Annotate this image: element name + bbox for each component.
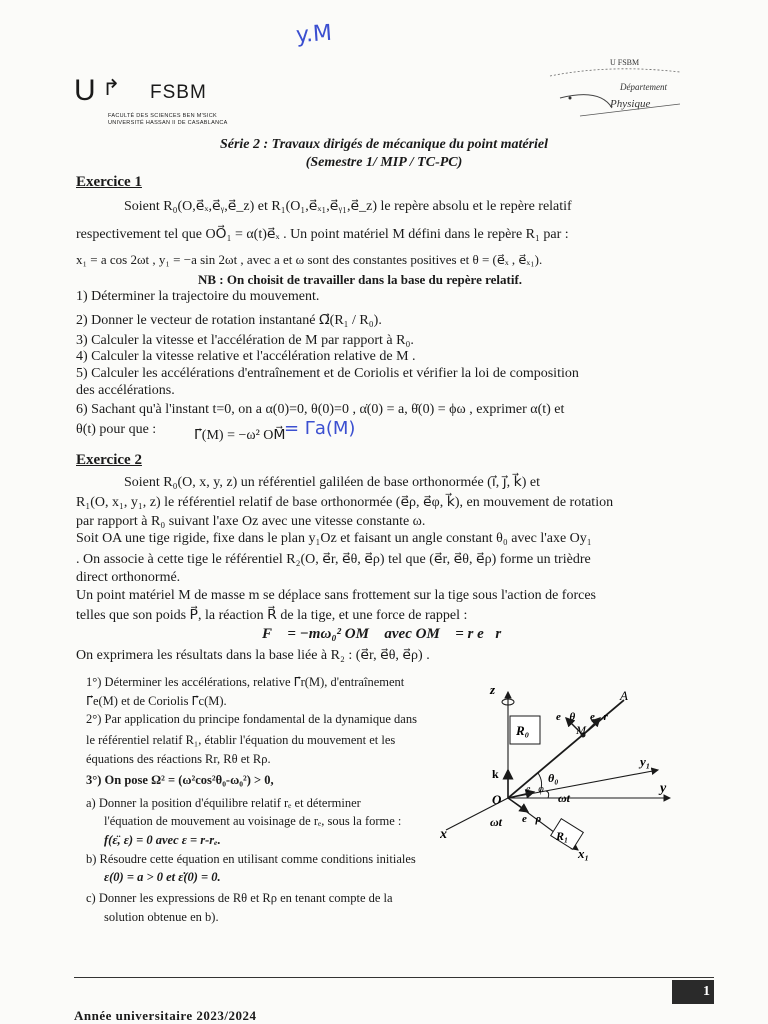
ex2-question-b1: b) Résoudre cette équation en utilisant comme conditions initiales bbox=[86, 852, 416, 866]
ex2-question-c1: c) Donner les expressions de Rθ et Rρ en tenant compte de la bbox=[86, 891, 393, 905]
ex2-line-6: direct orthonormé. bbox=[76, 570, 181, 585]
stamp-strokes bbox=[540, 58, 690, 128]
ex2-line-9: On exprimera les résultats dans la base liée à R₂ : (e⃗r, e⃗θ, e⃗ρ) . bbox=[76, 648, 430, 663]
ex2-line-4: Soit OA une tige rigide, fixe dans le plan y₁Oz et faisant un angle constant θ₀ avec l'axe Oy₁ bbox=[76, 531, 592, 546]
label-M: M bbox=[576, 723, 586, 737]
ex2-question-a3: f(ε̈, ε) = 0 avec ε = r-rₑ. bbox=[104, 833, 221, 847]
logo-fsbm: FSBM bbox=[150, 82, 207, 103]
ex2-question-b2: ε(0) = a > 0 et ε̇(0) = 0. bbox=[104, 870, 221, 884]
handwritten-initials: y.M bbox=[295, 20, 333, 49]
label-A: A bbox=[620, 688, 628, 703]
ex1-question-6-equation: Γ⃗(M) = −ω² OM⃗ bbox=[194, 428, 286, 443]
footer-rule bbox=[74, 977, 714, 978]
label-x1: x₁ bbox=[578, 846, 590, 861]
label-O: O bbox=[492, 792, 502, 807]
page-number: 1 bbox=[672, 980, 714, 1004]
ex2-line-1: Soient R₀(O, x, y, z) un référentiel galiléen de base orthonormée (ı⃗, ȷ⃗, k⃗) et bbox=[124, 475, 540, 490]
ex2-line-7: Un point matériel M de masse m se déplace sans frottement sur la tige sous l'action de forces bbox=[76, 588, 596, 603]
ex2-question-3: 3°) On pose Ω² = (ω²cos²θ₀-ω₀²) > 0, bbox=[86, 773, 274, 787]
series-subtitle: (Semestre 1/ MIP / TC-PC) bbox=[305, 155, 463, 170]
ex1-nb-note: NB : On choisit de travailler dans la base du repère relatif. bbox=[198, 272, 523, 287]
label-theta0: θ₀ bbox=[548, 771, 559, 785]
ex2-line-8: telles que son poids P⃗, la réaction R⃗ de la tige, et une force de rappel : bbox=[76, 608, 468, 623]
ex2-line-2: R₁(O, x₁, y₁, z) le référentiel relatif de base orthonormée (e⃗ρ, e⃗φ, k⃗), en mouvement de rotation bbox=[76, 495, 614, 510]
label-ephi: e⃗φ bbox=[526, 784, 544, 795]
label-y: y bbox=[660, 781, 667, 796]
ex2-question-1a: 1°) Déterminer les accélérations, relative Γ⃗r(M), d'entraînement bbox=[86, 675, 405, 689]
label-R0: R₀ bbox=[516, 723, 530, 738]
logo-u: U bbox=[74, 74, 98, 107]
logo-arrow-icon: ↱ bbox=[102, 76, 121, 101]
logo-subtitle-2: UNIVERSITÉ HASSAN II DE CASABLANCA bbox=[108, 120, 228, 126]
ex2-line-5: . On associe à cette tige le référentiel R₂(O, e⃗r, e⃗θ, e⃗ρ) tel que (e⃗r, e⃗θ, e⃗ρ) forme un trièdre bbox=[76, 552, 591, 567]
label-er: e⃗r bbox=[590, 711, 608, 723]
ex1-question-5a: 5) Calculer les accélérations d'entraînement et de Coriolis et vérifier la loi de composition bbox=[76, 366, 579, 381]
rotation-diagram bbox=[440, 680, 700, 870]
label-wt-1: ωt bbox=[558, 791, 571, 805]
ex2-force-equation: F⃗ = −mω₀² OM⃗ avec OM⃗ = r e⃗r bbox=[262, 626, 502, 642]
handwritten-note: = Γa(M) bbox=[284, 418, 356, 439]
ex1-paragraph-line2: respectivement tel que OO⃗₁ = α(t)e⃗ₓ . Un point matériel M défini dans le repère R₁ par : bbox=[76, 227, 569, 242]
ex2-question-2b: le référentiel relatif R₁, établir l'équation du mouvement et les bbox=[86, 733, 396, 747]
ex1-paragraph-line1: Soient R₀(O,e⃗ₓ,e⃗ᵧ,e⃗_z) et R₁(O₁,e⃗ₓ₁,e⃗ᵧ₁,e⃗_z) le repère absolu et le repère relatif bbox=[124, 199, 572, 214]
label-erho: e⃗ρ bbox=[522, 813, 542, 825]
ex2-question-2c: équations des réactions Rr, Rθ et Rρ. bbox=[86, 752, 271, 766]
ex1-question-1: 1) Déterminer la trajectoire du mouvement. bbox=[76, 289, 320, 304]
ex1-question-2: 2) Donner le vecteur de rotation instantané Ω⃗(R₁ / R₀). bbox=[76, 313, 382, 328]
series-title: Série 2 : Travaux dirigés de mécanique du point matériel bbox=[219, 137, 549, 152]
ex1-paragraph-line3: x₁ = a cos 2ωt , y₁ = −a sin 2ωt , avec a et ω sont des constantes positives et θ = (e⃗ₓ , e⃗ₓ₁). bbox=[76, 252, 543, 267]
stamp-top: U FSBM bbox=[610, 58, 640, 67]
logo-subtitle-1: FACULTÉ DES SCIENCES BEN M'SICK bbox=[108, 113, 217, 119]
exercise-1-heading: Exercice 1 bbox=[76, 174, 142, 190]
stamp-physique: Physique bbox=[610, 98, 651, 110]
exercise-2-heading: Exercice 2 bbox=[76, 452, 142, 468]
label-y1: y₁ bbox=[640, 754, 651, 769]
department-stamp bbox=[540, 58, 690, 128]
label-x: x bbox=[440, 827, 447, 842]
ex2-question-2a: 2°) Par application du principe fondamental de la dynamique dans bbox=[86, 712, 417, 726]
label-etheta: e⃗θ bbox=[556, 711, 576, 723]
ex2-question-1b: Γ⃗e(M) et de Coriolis Γ⃗c(M). bbox=[86, 694, 227, 708]
ex2-line-3: par rapport à R₀ suivant l'axe Oz avec une vitesse constante ω. bbox=[76, 514, 426, 529]
ex1-question-3: 3) Calculer la vitesse et l'accélération de M par rapport à R₀. bbox=[76, 333, 414, 348]
stamp-dept: Département bbox=[620, 82, 667, 92]
ex1-question-6a: 6) Sachant qu'à l'instant t=0, on a α(0)=0, θ(0)=0 , α̇(0) = a, θ̇(0) = ϕω , exprimer α(t) et bbox=[76, 402, 565, 417]
ex1-question-5b: des accélérations. bbox=[76, 383, 175, 398]
label-k: k⃗ bbox=[492, 767, 509, 781]
ex1-question-6b: θ(t) pour que : bbox=[76, 422, 157, 437]
ex1-question-4: 4) Calculer la vitesse relative et l'accélération relative de M . bbox=[76, 349, 416, 364]
ex2-question-a1: a) Donner la position d'équilibre relatif rₑ et déterminer bbox=[86, 796, 361, 810]
university-logo bbox=[74, 74, 121, 108]
academic-year: Année universitaire 2023/2024 bbox=[74, 1008, 257, 1023]
label-wt-2: ωt bbox=[490, 815, 503, 829]
erho-vector bbox=[508, 798, 528, 812]
wt-arc bbox=[546, 791, 549, 798]
ex2-question-c2: solution obtenue en b). bbox=[104, 910, 219, 924]
ex2-question-a2: l'équation de mouvement au voisinage de rₑ, sous la forme : bbox=[104, 814, 402, 828]
label-z: z bbox=[490, 682, 496, 697]
label-R1: R₁ bbox=[556, 829, 569, 843]
